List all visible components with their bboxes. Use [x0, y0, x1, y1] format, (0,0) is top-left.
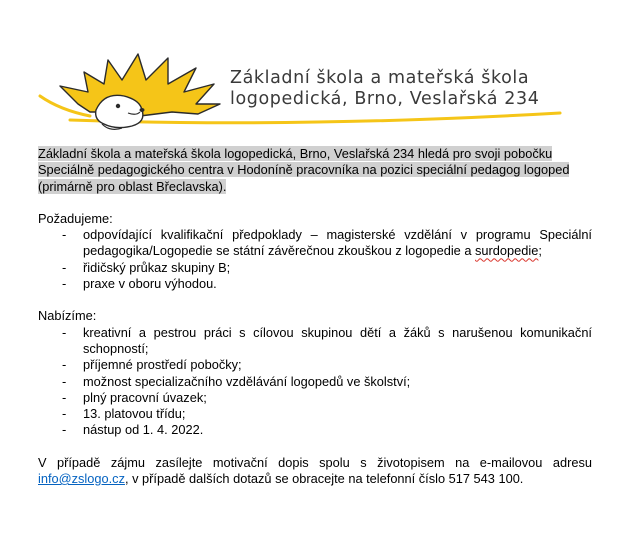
intro-paragraph	[38, 146, 592, 195]
list-item: - řidičský průkaz skupiny B;	[38, 260, 592, 276]
school-name-line2: logopedická, Brno, Veslařská 234	[230, 89, 540, 109]
list-item: - možnost specializačního vzdělávání logopedů ve školství;	[38, 374, 592, 390]
email-link[interactable]: info@zslogo.cz	[38, 471, 125, 487]
school-name-line1: Základní škola a mateřská škola	[230, 68, 530, 88]
list-item: - praxe v oboru výhodou.	[38, 276, 592, 292]
list-item: - nástup od 1. 4. 2022.	[38, 422, 592, 438]
job-posting	[38, 146, 592, 487]
list-item: - odpovídající kvalifikační předpoklady – magisterské vzdělání v programu Speciální pedagogika/Logopedie se státní závěrečnou zkouškou z logopedie a surdopedie;	[38, 227, 592, 260]
requirements-list	[38, 227, 592, 292]
intro-highlighted-text: Základní škola a mateřská škola logopedická, Brno, Veslařská 234 hledá pro svoji pobočku Speciálně pedagogického centra v Hodoníně pracovníka na pozici speciální pedagog logoped (primárně pro oblast Břeclavska).	[38, 146, 570, 194]
offers-list	[38, 325, 592, 439]
offers-heading: Nabízíme:	[38, 308, 97, 324]
list-item: - 13. platovou třídu;	[38, 406, 592, 422]
requirements-heading: Požadujeme:	[38, 210, 113, 226]
school-name	[230, 68, 539, 110]
list-item: - kreativní a pestrou práci s cílovou skupinou dětí a žáků s narušenou komunikační schopností;	[38, 325, 592, 358]
contact-paragraph: V případě zájmu zasílejte motivační dopis spolu s životopisem na e-mailovou adresu info@zslogo.cz, v případě dalších dotazů se obracejte na telefonní číslo 517 543 100.	[38, 454, 592, 487]
list-item: - plný pracovní úvazek;	[38, 390, 592, 406]
list-item: - příjemné prostředí pobočky;	[38, 357, 592, 373]
misspelled-word: surdopedie	[475, 243, 539, 259]
letterhead	[0, 0, 644, 135]
